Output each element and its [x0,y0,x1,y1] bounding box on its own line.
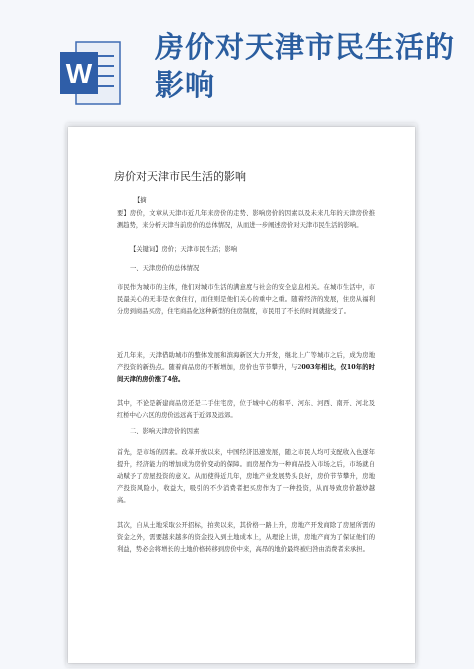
paragraph-2-text: 近几年来，天津借助城市的整体发展和滨海新区大力开发，继北上广等城市之后，成为房地产投资的新热点。随着商品房的不断增加，房价也节节攀升，与2 [117,352,375,371]
paragraph-1: 市民作为城市的主体，他们对城市生活的满意度与社会的安全息息相关。在城市生活中，市民最关心的无非是衣食住行，而住则是他们关心的重中之重。随着经济的发展，住房从福利分房到商品买房，住宅商品化这种新型的住房制度，市民用了不长的时间就接受了。 [117,284,375,315]
document-title: 房价对天津市民生活的影响 [114,170,246,183]
word-document-icon [60,40,122,106]
page-title: 房价对天津市民生活的影响 [155,30,456,102]
paragraph-3: 其中，不论是新建商品房还是二手住宅房，位于城中心的和平、河东、河西、南开、河北及红桥中心六区的房价远远高于近郊及远郊。 [117,400,375,419]
section-heading-1: 一、天津房价的总体情况 [130,265,200,272]
paragraph-5: 其次，自从土地采取公开招标，拍卖以来，其价格一路上升，房地产开发商除了房屋所需的资金之外，需要越来越多的资金投入到土地成本上，从理论上讲，房地产商为了保证他们的利益，势必会将增长的土地价格转移到房价中来，高昂的地价最终被归咎由消费者来承担。 [117,522,375,553]
abstract-label: 【摘 [134,197,147,204]
paragraph-2-emphasis: 003年相比，仅10年的时间天津的房价涨了4倍。 [117,364,375,383]
keywords-line: 【关键词】房价；天津市民生活；影响 [130,246,238,253]
paragraph-4: 首先，是市场的因素。改革开放以来，中国经济迅速发展，随之市民人均可支配收入也逐年提升，经济能力的增加成为房价变动的保障。而房屋作为一种商品投入市场之后，市场就自动赋予了房屋投资的意义。从而使得近几年，房地产业发展势头良好，房价节节攀升，房地产投资风险小，收益大，吸引的不少消费者把买房作为了一种投资，从而导致房价越炒越高。 [117,449,375,504]
section-heading-2: 二、影响天津房价的因素 [130,428,200,435]
document-header [0,0,474,110]
paragraph-2 [117,350,375,386]
svg-text:W: W [65,58,93,89]
abstract-text: 要】房价，文章从天津市近几年来房价的走势、影响房价的因素以及未来几年的天津房价推测趋势，来分析天津当前房价的总体情况，从而进一步阐述房价对天津市民生活的影响。 [117,210,375,229]
